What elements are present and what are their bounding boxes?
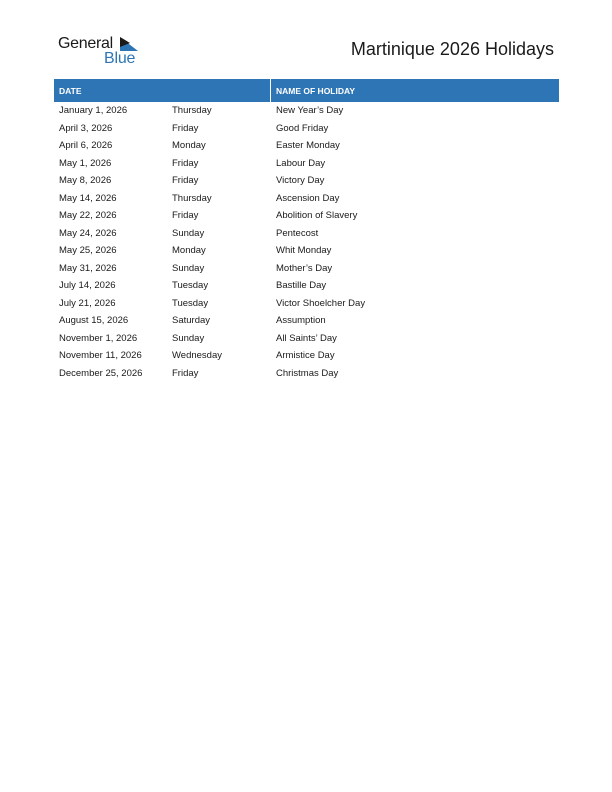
row-weekday: Friday [172, 175, 199, 186]
row-date: May 1, 2026 [59, 157, 112, 169]
table-row [54, 312, 559, 330]
row-date: November 11, 2026 [59, 350, 142, 361]
row-weekday: Saturday [172, 315, 211, 326]
row-holiday-name: Mother’s Day [276, 262, 333, 274]
logo-flag-icon [120, 37, 138, 51]
row-weekday: Thursday [172, 105, 212, 116]
row-weekday: Monday [172, 245, 206, 256]
row-date: April 3, 2026 [59, 122, 113, 134]
header-holiday-name: NAME OF HOLIDAY [276, 86, 356, 96]
table-row [54, 277, 559, 295]
row-weekday: Thursday [172, 192, 212, 204]
row-weekday: Monday [172, 140, 206, 151]
row-date: July 14, 2026 [59, 280, 116, 291]
row-date: December 25, 2026 [59, 367, 143, 379]
row-date: May 14, 2026 [59, 192, 117, 204]
table-row [54, 330, 559, 348]
row-date: November 1, 2026 [59, 332, 138, 344]
row-weekday: Sunday [172, 332, 205, 344]
row-weekday: Friday [172, 122, 199, 134]
table-body [54, 102, 559, 382]
table-header [54, 79, 559, 102]
row-weekday: Sunday [172, 227, 205, 239]
table-row [54, 295, 559, 313]
row-date: May 8, 2026 [59, 175, 112, 186]
row-holiday-name: Good Friday [276, 122, 329, 134]
row-weekday: Friday [172, 367, 199, 379]
page-title: Martinique 2026 Holidays [350, 39, 554, 59]
header-divider [270, 79, 271, 102]
row-weekday: Sunday [172, 262, 205, 274]
table-row [54, 190, 559, 208]
row-date: July 21, 2026 [59, 297, 116, 309]
row-holiday-name: Bastille Day [276, 280, 327, 291]
row-holiday-name: Victor Shoelcher Day [276, 297, 366, 309]
row-holiday-name: Pentecost [276, 227, 319, 239]
row-date: May 22, 2026 [59, 210, 117, 221]
header-date: DATE [59, 86, 82, 96]
table-row [54, 102, 559, 120]
row-holiday-name: Easter Monday [276, 140, 340, 151]
table-row [54, 155, 559, 173]
row-holiday-name: Armistice Day [276, 350, 335, 361]
row-date: May 31, 2026 [59, 262, 117, 274]
row-weekday: Tuesday [172, 280, 209, 291]
table-row [54, 120, 559, 138]
row-date: May 25, 2026 [59, 245, 117, 256]
table-row [54, 242, 559, 260]
table-row [54, 347, 559, 365]
table-row [54, 207, 559, 225]
row-holiday-name: Labour Day [276, 157, 326, 169]
row-holiday-name: New Year’s Day [276, 105, 344, 116]
table-row [54, 137, 559, 155]
row-holiday-name: Assumption [276, 315, 326, 326]
table-row [54, 365, 559, 383]
logo-text-blue: Blue [104, 50, 136, 67]
row-date: January 1, 2026 [59, 105, 128, 116]
row-date: April 6, 2026 [59, 140, 113, 151]
table-row [54, 225, 559, 243]
row-holiday-name: Whit Monday [276, 245, 332, 256]
row-holiday-name: Ascension Day [276, 192, 340, 204]
brand-logo [58, 35, 148, 67]
logo-text-general: General [58, 35, 113, 52]
row-weekday: Friday [172, 157, 199, 169]
row-holiday-name: Abolition of Slavery [276, 210, 358, 221]
row-date: August 15, 2026 [59, 315, 129, 326]
table-row [54, 172, 559, 190]
holidays-table [54, 79, 559, 382]
row-holiday-name: Victory Day [276, 175, 325, 186]
row-weekday: Wednesday [172, 350, 222, 361]
row-holiday-name: All Saints’ Day [276, 332, 337, 344]
row-date: May 24, 2026 [59, 227, 117, 239]
row-weekday: Friday [172, 210, 199, 221]
row-holiday-name: Christmas Day [276, 367, 339, 379]
table-row [54, 260, 559, 278]
row-weekday: Tuesday [172, 297, 209, 309]
